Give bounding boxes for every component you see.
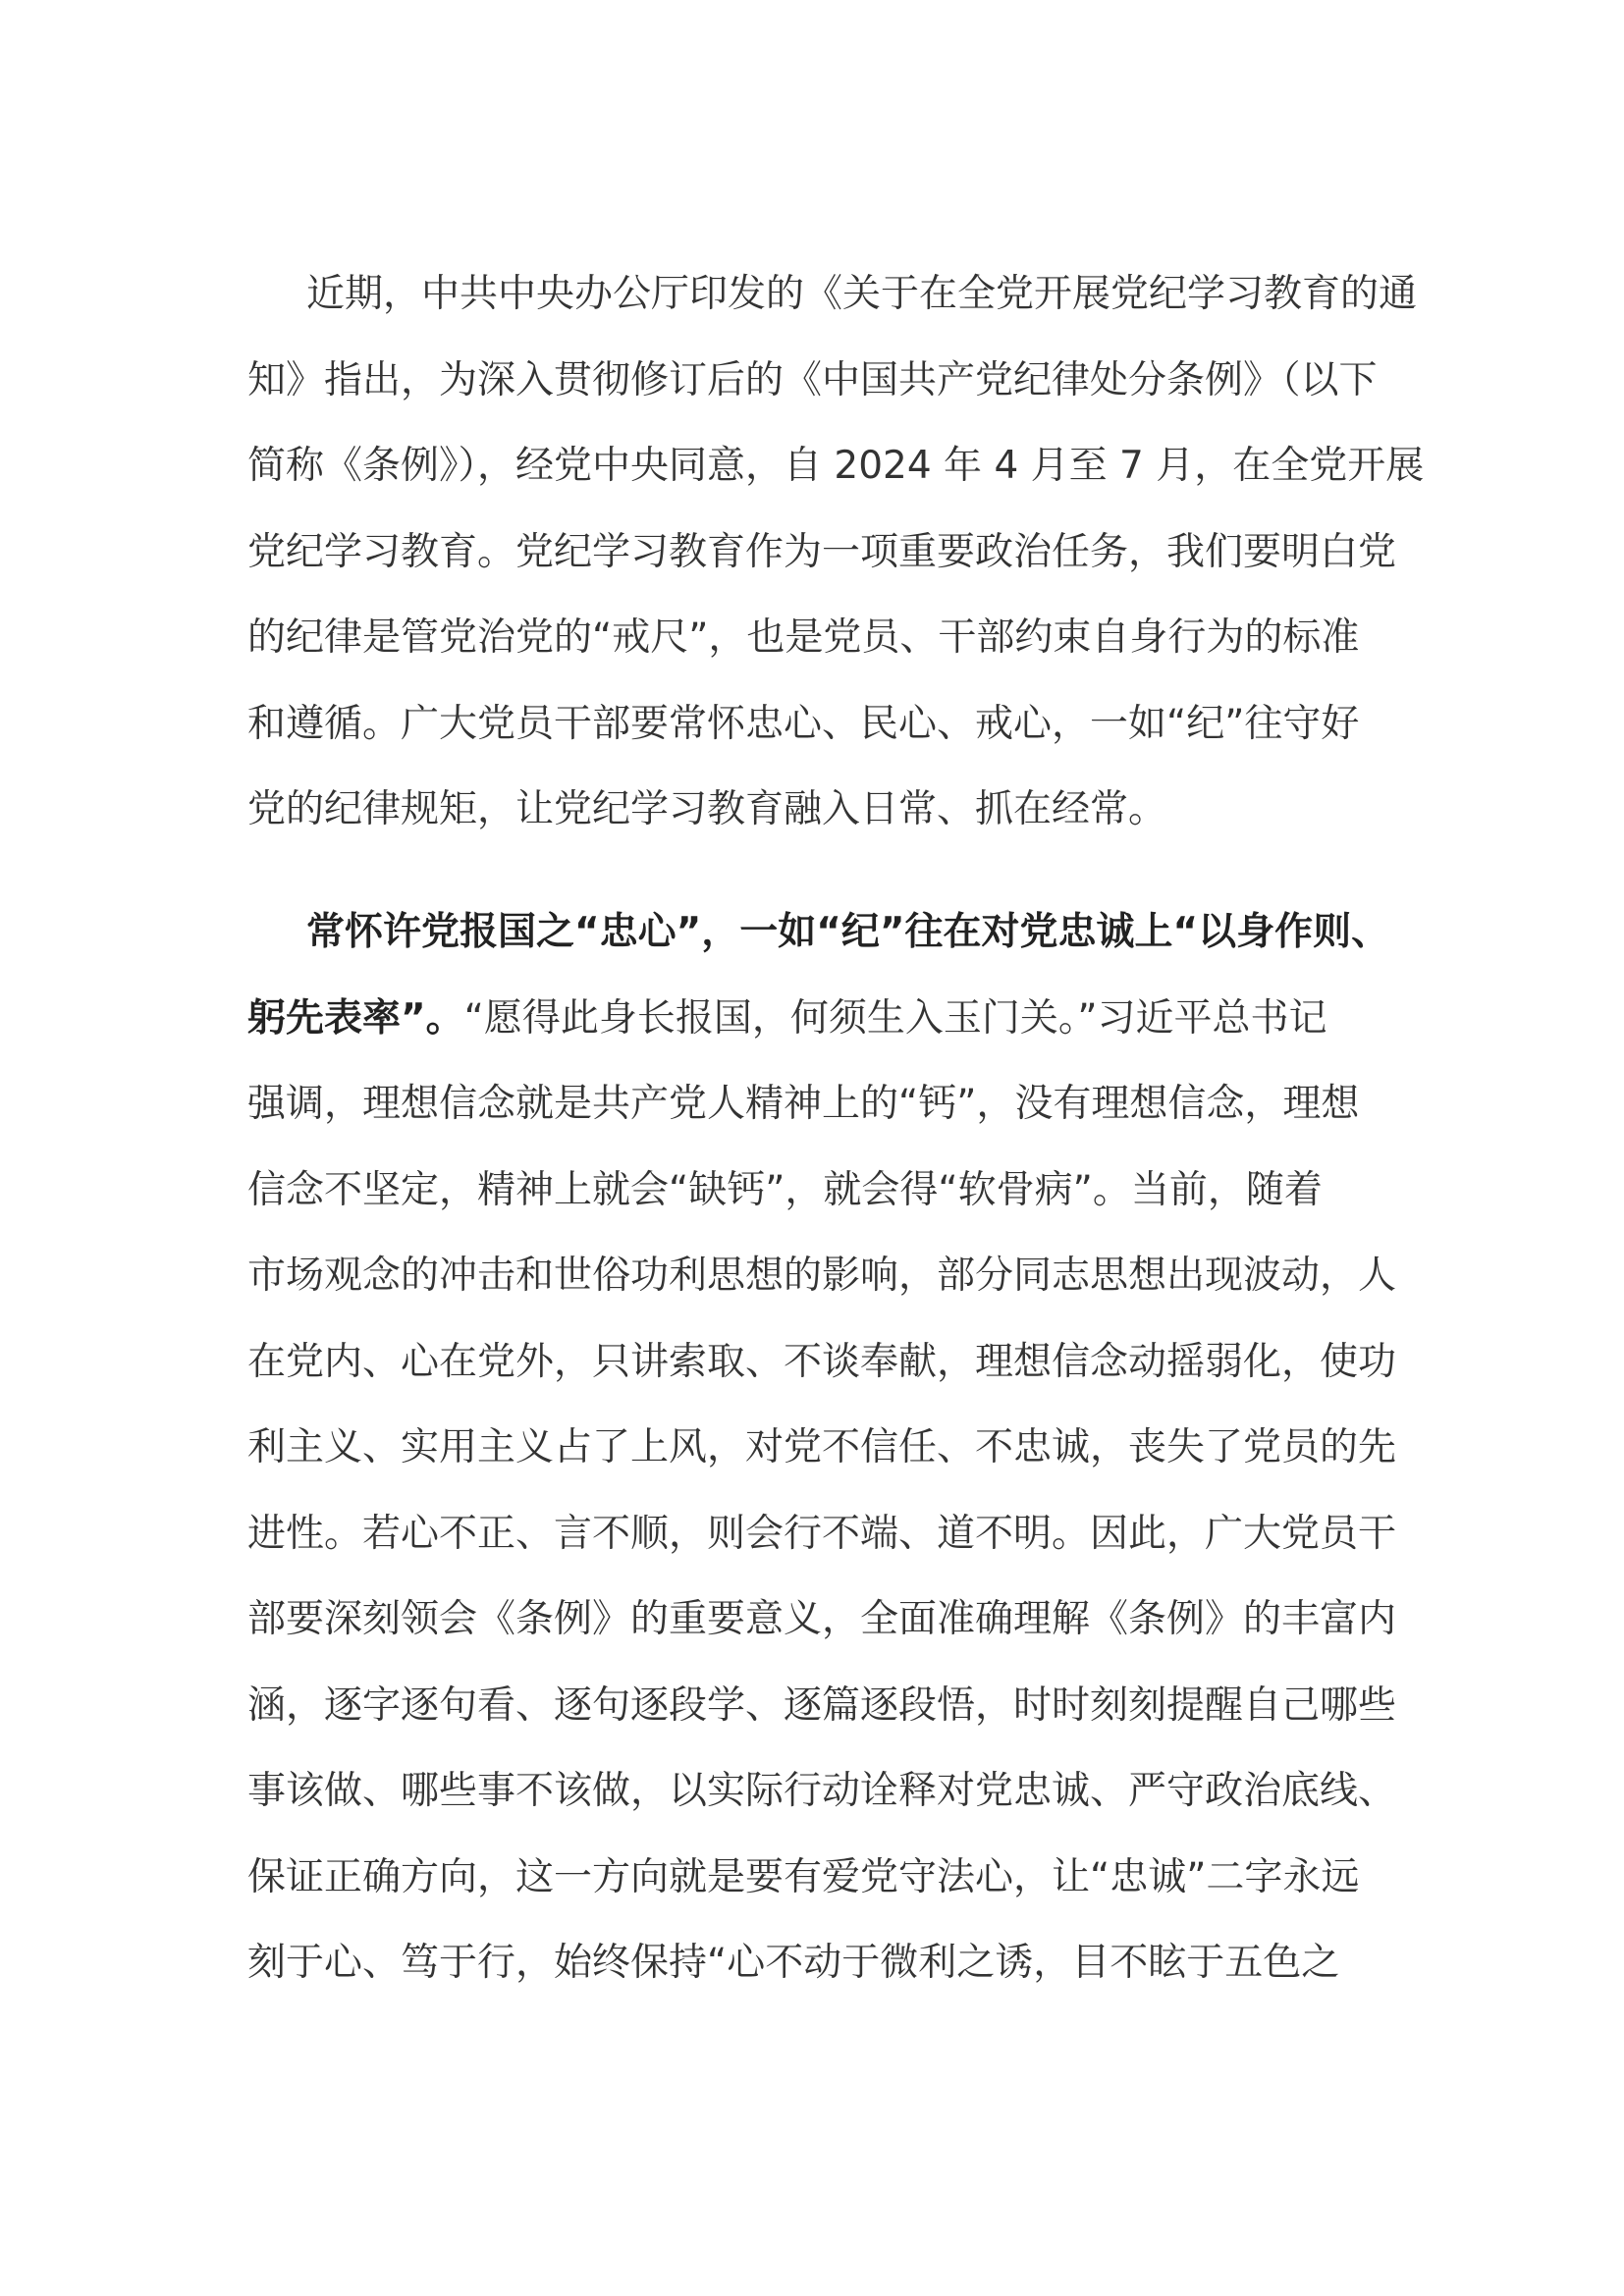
paragraph-intro <box>247 251 1425 853</box>
text-line: 和遵循。广大党员干部要常怀忠心、民心、戒心，一如“纪”往守好 <box>247 701 1360 746</box>
section-heading-end: 躬先表率”。 <box>247 995 464 1041</box>
text-line: 的纪律是管党治党的“戒尺”，也是党员、干部约束自身行为的标准 <box>247 615 1360 660</box>
text-line: 信念不坚定，精神上就会“缺钙”，就会得“软骨病”。当前，随着 <box>247 1167 1323 1212</box>
text-line: 近期，中共中央办公厅印发的《关于在全党开展党纪学习教育的通 <box>306 272 1418 316</box>
text-line: 强调，理想信念就是共产党人精神上的“钙”，没有理想信念，理想 <box>247 1082 1360 1126</box>
section-heading: 常怀许党报国之“忠心”，一如“纪”往在对党忠诚上“以身作则、 <box>306 910 1390 954</box>
text-line: 利主义、实用主义占了上风，对党不信任、不忠诚，丧失了党员的先 <box>247 1425 1397 1469</box>
text-line: 刻于心、笃于行，始终保持“心不动于微利之诱，目不眩于五色之 <box>247 1941 1340 1985</box>
text-line <box>247 976 1406 1062</box>
text-line: 涵，逐字逐句看、逐句逐段学、逐篇逐段悟，时时刻刻提醒自己哪些 <box>247 1682 1397 1728</box>
text-line: 部要深刻领会《条例》的重要意义，全面准确理解《条例》的丰富内 <box>247 1597 1397 1641</box>
text-line: 在党内、心在党外，只讲索取、不谈奉献，理想信念动摇弱化，使功 <box>247 1339 1397 1384</box>
text-line: 进性。若心不正、言不顺，则会行不端、道不明。因此，广大党员干 <box>247 1511 1397 1556</box>
text-line: 简称《条例》），经党中央同意，自 2024 年 4 月至 7 月，在全党开展 <box>247 444 1425 488</box>
text-line: 党纪学习教育。党纪学习教育作为一项重要政治任务，我们要明白党 <box>247 529 1397 574</box>
text-line: 党的纪律规矩，让党纪学习教育融入日常、抓在经常。 <box>247 787 1167 831</box>
text-segment: “愿得此身长报国，何须生入玉门关。”习近平总书记 <box>463 995 1327 1041</box>
text-line: 保证正确方向，这一方向就是要有爱党守法心，让“忠诚”二字永远 <box>247 1854 1360 1899</box>
paragraph-loyalty <box>247 889 1406 2006</box>
text-line: 事该做、哪些事不该做，以实际行动诠释对党忠诚、严守政治底线、 <box>247 1769 1397 1813</box>
text-line: 市场观念的冲击和世俗功利思想的影响，部分同志思想出现波动，人 <box>247 1254 1397 1298</box>
text-line: 知》指出，为深入贯彻修订后的《中国共产党纪律处分条例》（以下 <box>247 357 1378 402</box>
